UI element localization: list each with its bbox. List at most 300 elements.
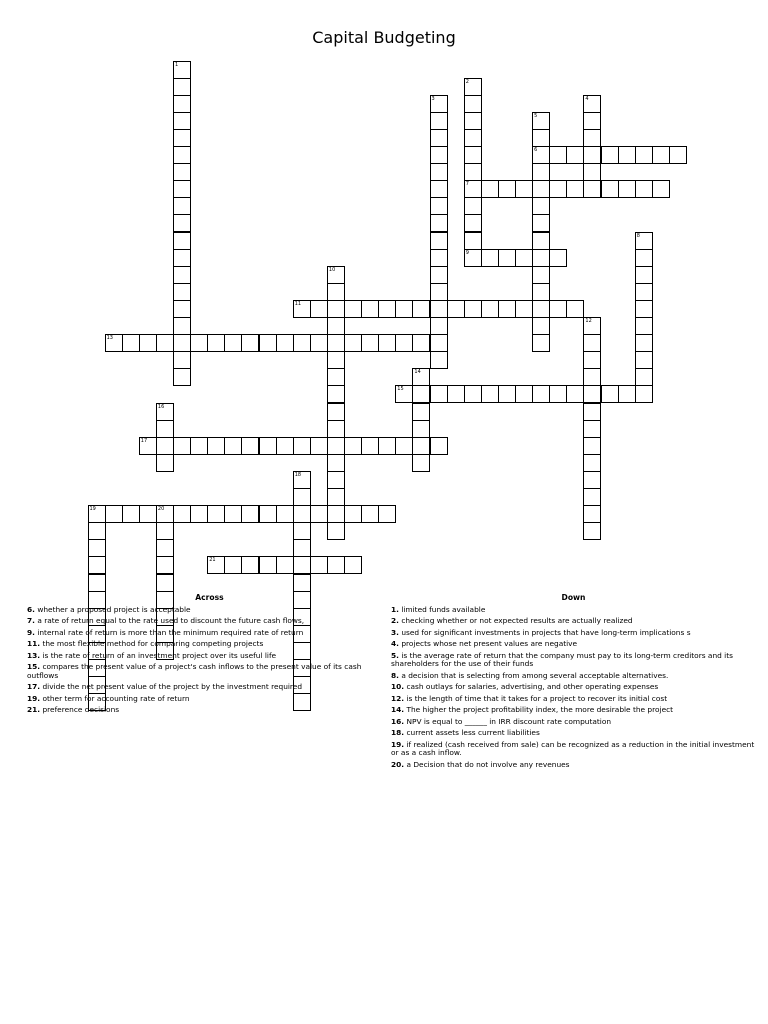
- grid-cell[interactable]: [635, 351, 653, 369]
- down-clue: [391, 683, 756, 692]
- clue-number: 5: [534, 112, 538, 119]
- grid-cell[interactable]: [88, 574, 106, 592]
- grid-cell[interactable]: [327, 368, 345, 386]
- grid-cell[interactable]: [361, 300, 379, 318]
- grid-cell[interactable]: [276, 437, 294, 455]
- grid-cell[interactable]: [412, 437, 430, 455]
- grid-cell[interactable]: [293, 334, 311, 352]
- grid-cell[interactable]: [583, 454, 601, 472]
- grid-cell[interactable]: [173, 351, 191, 369]
- grid-cell[interactable]: [601, 385, 619, 403]
- grid-cell[interactable]: [173, 112, 191, 130]
- grid-cell[interactable]: [105, 334, 123, 352]
- grid-cell[interactable]: [173, 283, 191, 301]
- grid-cell[interactable]: [532, 334, 550, 352]
- clue-text: divide the net present value of the project by the investment required: [42, 682, 303, 692]
- grid-cell[interactable]: [190, 334, 208, 352]
- grid-cell[interactable]: [241, 556, 259, 574]
- grid-cell[interactable]: [310, 334, 328, 352]
- grid-cell[interactable]: [430, 163, 448, 181]
- grid-cell[interactable]: [378, 300, 396, 318]
- grid-cell[interactable]: [276, 556, 294, 574]
- grid-cell[interactable]: [293, 488, 311, 506]
- grid-cell[interactable]: [276, 334, 294, 352]
- grid-cell[interactable]: [566, 180, 584, 198]
- grid-cell[interactable]: [190, 505, 208, 523]
- grid-cell[interactable]: [224, 505, 242, 523]
- grid-cell[interactable]: [310, 437, 328, 455]
- clue-text: NPV is equal to ______ in IRR discount rate computation: [406, 716, 612, 726]
- grid-cell[interactable]: [378, 505, 396, 523]
- grid-cell[interactable]: [412, 368, 430, 386]
- across-clue: [27, 663, 392, 680]
- clue-number-label: 13.: [27, 650, 41, 660]
- grid-cell[interactable]: [327, 266, 345, 284]
- clue-number: 12: [585, 318, 592, 324]
- grid-cell[interactable]: [173, 266, 191, 284]
- clue-text: a Decision that do not involve any revenues: [406, 759, 570, 769]
- grid-cell[interactable]: [566, 300, 584, 318]
- clue-text: a rate of return equal to the rate used to discount the future cash flows,: [37, 616, 305, 626]
- grid-cell[interactable]: [241, 334, 259, 352]
- clue-number-label: 20.: [391, 759, 405, 769]
- clue-number: 8: [636, 232, 640, 239]
- grid-cell[interactable]: [635, 146, 653, 164]
- grid-cell[interactable]: [310, 556, 328, 574]
- grid-cell[interactable]: [430, 112, 448, 130]
- grid-cell[interactable]: [156, 505, 174, 523]
- clue-text: if realized (cash received from sale) can be recognized as a reduction in the initial investment or as a cash inflow.: [391, 739, 755, 758]
- grid-cell[interactable]: [293, 471, 311, 489]
- grid-cell[interactable]: [583, 146, 601, 164]
- grid-cell[interactable]: [327, 505, 345, 523]
- grid-cell[interactable]: [412, 454, 430, 472]
- grid-cell[interactable]: [259, 505, 277, 523]
- grid-cell[interactable]: [635, 180, 653, 198]
- grid-cell[interactable]: [139, 334, 157, 352]
- grid-cell[interactable]: [464, 385, 482, 403]
- grid-cell[interactable]: [430, 146, 448, 164]
- grid-cell[interactable]: [549, 300, 567, 318]
- grid-cell[interactable]: [361, 437, 379, 455]
- grid-cell[interactable]: [481, 385, 499, 403]
- grid-cell[interactable]: [207, 334, 225, 352]
- grid-cell[interactable]: [156, 539, 174, 557]
- across-clue: [27, 695, 392, 704]
- clue-number: 6: [534, 147, 538, 153]
- grid-cell[interactable]: [583, 403, 601, 421]
- clue-number: 2: [465, 78, 469, 85]
- grid-cell[interactable]: [327, 488, 345, 506]
- grid-cell[interactable]: [515, 180, 533, 198]
- clue-number-label: 18.: [391, 728, 405, 738]
- grid-cell[interactable]: [430, 197, 448, 215]
- across-clue: [27, 617, 392, 626]
- grid-cell[interactable]: [327, 334, 345, 352]
- grid-cell[interactable]: [583, 129, 601, 147]
- grid-cell[interactable]: [173, 146, 191, 164]
- grid-cell[interactable]: [412, 385, 430, 403]
- grid-cell[interactable]: [293, 574, 311, 592]
- grid-cell[interactable]: [173, 163, 191, 181]
- grid-cell[interactable]: [583, 351, 601, 369]
- grid-cell[interactable]: [293, 539, 311, 557]
- grid-cell[interactable]: [532, 266, 550, 284]
- grid-cell[interactable]: [259, 334, 277, 352]
- grid-cell[interactable]: [156, 420, 174, 438]
- grid-cell[interactable]: [464, 112, 482, 130]
- grid-cell[interactable]: [293, 437, 311, 455]
- grid-cell[interactable]: [173, 232, 191, 250]
- grid-cell[interactable]: [412, 334, 430, 352]
- grid-cell[interactable]: [583, 420, 601, 438]
- down-clue: [391, 761, 756, 770]
- grid-cell[interactable]: [549, 385, 567, 403]
- grid-cell[interactable]: [430, 385, 448, 403]
- grid-cell[interactable]: [618, 385, 636, 403]
- down-clue: [391, 672, 756, 681]
- grid-cell[interactable]: [635, 283, 653, 301]
- grid-cell[interactable]: [430, 249, 448, 267]
- grid-cell[interactable]: [635, 249, 653, 267]
- grid-cell[interactable]: [635, 317, 653, 335]
- grid-cell[interactable]: [224, 437, 242, 455]
- clue-number: 9: [465, 249, 469, 256]
- grid-cell[interactable]: [156, 574, 174, 592]
- grid-cell[interactable]: [464, 180, 482, 198]
- grid-cell[interactable]: [173, 317, 191, 335]
- grid-cell[interactable]: [583, 488, 601, 506]
- grid-cell[interactable]: [378, 437, 396, 455]
- clue-number: 7: [465, 181, 469, 188]
- grid-cell[interactable]: [635, 266, 653, 284]
- down-clue: [391, 729, 756, 738]
- down-clues: [391, 594, 756, 772]
- grid-cell[interactable]: [532, 317, 550, 335]
- grid-cell[interactable]: [156, 454, 174, 472]
- grid-cell[interactable]: [464, 78, 482, 96]
- grid-cell[interactable]: [464, 146, 482, 164]
- grid-cell[interactable]: [361, 505, 379, 523]
- down-heading: Down: [561, 593, 586, 602]
- clue-number-label: 17.: [27, 682, 41, 692]
- grid-cell[interactable]: [378, 334, 396, 352]
- grid-cell[interactable]: [652, 146, 670, 164]
- down-clue: [391, 640, 756, 649]
- grid-cell[interactable]: [105, 505, 123, 523]
- grid-cell[interactable]: [464, 214, 482, 232]
- grid-cell[interactable]: [344, 556, 362, 574]
- grid-cell[interactable]: [327, 283, 345, 301]
- down-clue: [391, 706, 756, 715]
- grid-cell[interactable]: [173, 368, 191, 386]
- grid-cell[interactable]: [583, 112, 601, 130]
- grid-cell[interactable]: [532, 232, 550, 250]
- grid-cell[interactable]: [669, 146, 687, 164]
- clue-number-label: 15.: [27, 662, 41, 672]
- grid-cell[interactable]: [583, 317, 601, 335]
- clue-number: 4: [585, 95, 589, 102]
- down-clue: [391, 741, 756, 758]
- grid-cell[interactable]: [566, 146, 584, 164]
- grid-cell[interactable]: [224, 334, 242, 352]
- grid-cell[interactable]: [430, 232, 448, 250]
- grid-cell[interactable]: [327, 522, 345, 540]
- grid-cell[interactable]: [173, 180, 191, 198]
- grid-cell[interactable]: [259, 556, 277, 574]
- grid-cell[interactable]: [532, 163, 550, 181]
- grid-cell[interactable]: [464, 300, 482, 318]
- grid-cell[interactable]: [395, 300, 413, 318]
- clue-number: 19: [89, 506, 96, 513]
- grid-cell[interactable]: [635, 385, 653, 403]
- grid-cell[interactable]: [464, 249, 482, 267]
- grid-cell[interactable]: [310, 505, 328, 523]
- grid-cell[interactable]: [583, 471, 601, 489]
- grid-cell[interactable]: [430, 334, 448, 352]
- grid-cell[interactable]: [498, 300, 516, 318]
- grid-cell[interactable]: [395, 385, 413, 403]
- grid-cell[interactable]: [156, 403, 174, 421]
- grid-cell[interactable]: [618, 180, 636, 198]
- grid-cell[interactable]: [327, 556, 345, 574]
- grid-cell[interactable]: [532, 197, 550, 215]
- grid-cell[interactable]: [430, 283, 448, 301]
- grid-cell[interactable]: [481, 249, 499, 267]
- grid-cell[interactable]: [532, 283, 550, 301]
- grid-cell[interactable]: [327, 300, 345, 318]
- grid-cell[interactable]: [361, 334, 379, 352]
- grid-cell[interactable]: [430, 317, 448, 335]
- grid-cell[interactable]: [173, 249, 191, 267]
- grid-cell[interactable]: [327, 471, 345, 489]
- clue-number-label: 11.: [27, 639, 41, 649]
- grid-cell[interactable]: [583, 437, 601, 455]
- clue-text: is the length of time that it takes for a project to recover its initial cost: [406, 693, 668, 703]
- grid-cell[interactable]: [601, 146, 619, 164]
- across-clue: [27, 629, 392, 638]
- grid-cell[interactable]: [583, 385, 601, 403]
- clue-text: cash outlays for salaries, advertising, and other operating expenses: [406, 682, 659, 692]
- grid-cell[interactable]: [122, 505, 140, 523]
- grid-cell[interactable]: [430, 214, 448, 232]
- grid-cell[interactable]: [635, 300, 653, 318]
- grid-cell[interactable]: [532, 214, 550, 232]
- grid-cell[interactable]: [447, 300, 465, 318]
- grid-cell[interactable]: [241, 505, 259, 523]
- grid-cell[interactable]: [88, 505, 106, 523]
- across-clue: [27, 706, 392, 715]
- grid-cell[interactable]: [412, 300, 430, 318]
- clue-text: the most flexible method for comparing competing projects: [42, 639, 264, 649]
- grid-cell[interactable]: [566, 385, 584, 403]
- clue-number-label: 10.: [391, 682, 405, 692]
- grid-cell[interactable]: [430, 351, 448, 369]
- clue-number: 13: [106, 335, 113, 342]
- grid-cell[interactable]: [156, 556, 174, 574]
- grid-cell[interactable]: [173, 214, 191, 232]
- grid-cell[interactable]: [447, 385, 465, 403]
- clue-number-label: 19.: [391, 739, 405, 749]
- clue-number: 3: [431, 95, 435, 102]
- grid-cell[interactable]: [327, 437, 345, 455]
- grid-cell[interactable]: [173, 197, 191, 215]
- grid-cell[interactable]: [327, 403, 345, 421]
- grid-cell[interactable]: [430, 437, 448, 455]
- grid-cell[interactable]: [344, 300, 362, 318]
- clue-number: 18: [294, 471, 302, 478]
- grid-cell[interactable]: [583, 180, 601, 198]
- grid-cell[interactable]: [327, 454, 345, 472]
- grid-cell[interactable]: [498, 385, 516, 403]
- grid-cell[interactable]: [156, 334, 174, 352]
- grid-cell[interactable]: [532, 385, 550, 403]
- grid-cell[interactable]: [635, 334, 653, 352]
- grid-cell[interactable]: [635, 232, 653, 250]
- grid-cell[interactable]: [327, 420, 345, 438]
- grid-cell[interactable]: [583, 334, 601, 352]
- grid-cell[interactable]: [122, 334, 140, 352]
- down-clue: [391, 652, 756, 669]
- clue-text: compares the present value of a project's cash inflows to the present value of its cash outflows: [27, 662, 362, 680]
- grid-cell[interactable]: [276, 505, 294, 523]
- clue-number: 20: [157, 506, 165, 513]
- grid-cell[interactable]: [532, 129, 550, 147]
- grid-cell[interactable]: [412, 403, 430, 421]
- clue-text: projects whose net present values are negative: [401, 639, 578, 649]
- grid-cell[interactable]: [652, 180, 670, 198]
- grid-cell[interactable]: [173, 61, 191, 79]
- grid-cell[interactable]: [327, 385, 345, 403]
- grid-cell[interactable]: [139, 437, 157, 455]
- grid-cell[interactable]: [583, 95, 601, 113]
- grid-cell[interactable]: [139, 505, 157, 523]
- grid-cell[interactable]: [327, 351, 345, 369]
- clue-number-label: 6.: [27, 604, 35, 614]
- grid-cell[interactable]: [515, 300, 533, 318]
- grid-cell[interactable]: [259, 437, 277, 455]
- grid-cell[interactable]: [173, 95, 191, 113]
- grid-cell[interactable]: [344, 334, 362, 352]
- grid-cell[interactable]: [293, 522, 311, 540]
- grid-cell[interactable]: [532, 300, 550, 318]
- down-clue: [391, 629, 756, 638]
- clue-text: is the average rate of return that the company must pay to its long-term creditors and its shareholders for the use of their funds: [391, 650, 733, 669]
- across-clue: [27, 683, 392, 692]
- grid-cell[interactable]: [549, 146, 567, 164]
- clue-text: internal rate of return is more than the minimum required rate of return: [37, 627, 304, 637]
- grid-cell[interactable]: [464, 95, 482, 113]
- clue-text: checking whether or not expected results are actually realized: [401, 616, 633, 626]
- grid-cell[interactable]: [601, 180, 619, 198]
- grid-cell[interactable]: [481, 180, 499, 198]
- clue-number-label: 16.: [391, 716, 405, 726]
- grid-cell[interactable]: [207, 505, 225, 523]
- grid-cell[interactable]: [430, 300, 448, 318]
- grid-cell[interactable]: [498, 180, 516, 198]
- grid-cell[interactable]: [344, 437, 362, 455]
- grid-cell[interactable]: [207, 437, 225, 455]
- grid-cell[interactable]: [430, 266, 448, 284]
- grid-cell[interactable]: [241, 437, 259, 455]
- clue-number-label: 3.: [391, 627, 399, 637]
- grid-cell[interactable]: [293, 505, 311, 523]
- grid-cell[interactable]: [430, 129, 448, 147]
- down-clue: [391, 718, 756, 727]
- grid-cell[interactable]: [327, 317, 345, 335]
- clue-number-label: 8.: [391, 670, 399, 680]
- down-clue: [391, 606, 756, 615]
- grid-cell[interactable]: [583, 163, 601, 181]
- grid-cell[interactable]: [207, 556, 225, 574]
- grid-cell[interactable]: [549, 249, 567, 267]
- grid-cell[interactable]: [173, 505, 191, 523]
- grid-cell[interactable]: [430, 180, 448, 198]
- grid-cell[interactable]: [532, 112, 550, 130]
- clue-number-label: 4.: [391, 639, 399, 649]
- grid-cell[interactable]: [583, 368, 601, 386]
- grid-cell[interactable]: [173, 300, 191, 318]
- grid-cell[interactable]: [310, 300, 328, 318]
- clue-text: whether a proposed project is acceptable: [37, 604, 191, 614]
- grid-cell[interactable]: [635, 368, 653, 386]
- grid-cell[interactable]: [464, 232, 482, 250]
- across-clue: [27, 652, 392, 661]
- grid-cell[interactable]: [464, 197, 482, 215]
- grid-cell[interactable]: [190, 437, 208, 455]
- grid-cell[interactable]: [173, 78, 191, 96]
- grid-cell[interactable]: [173, 129, 191, 147]
- grid-cell[interactable]: [532, 249, 550, 267]
- grid-cell[interactable]: [88, 539, 106, 557]
- grid-cell[interactable]: [481, 300, 499, 318]
- grid-cell[interactable]: [156, 522, 174, 540]
- clue-number-label: 7.: [27, 616, 35, 626]
- clue-number-label: 21.: [27, 705, 41, 715]
- grid-cell[interactable]: [464, 129, 482, 147]
- grid-cell[interactable]: [583, 522, 601, 540]
- grid-cell[interactable]: [88, 556, 106, 574]
- grid-cell[interactable]: [532, 146, 550, 164]
- clue-number-label: 12.: [391, 693, 405, 703]
- grid-cell[interactable]: [173, 334, 191, 352]
- grid-cell[interactable]: [464, 163, 482, 181]
- clue-text: current assets less current liabilities: [406, 728, 540, 738]
- grid-cell[interactable]: [173, 437, 191, 455]
- grid-cell[interactable]: [293, 556, 311, 574]
- grid-cell[interactable]: [515, 249, 533, 267]
- clue-number: 10: [328, 266, 336, 273]
- clue-number-label: 5.: [391, 650, 399, 660]
- grid-cell[interactable]: [344, 505, 362, 523]
- grid-cell[interactable]: [498, 249, 516, 267]
- grid-cell[interactable]: [618, 146, 636, 164]
- grid-cell[interactable]: [412, 420, 430, 438]
- grid-cell[interactable]: [532, 180, 550, 198]
- grid-cell[interactable]: [88, 522, 106, 540]
- clue-number-label: 9.: [27, 627, 35, 637]
- grid-cell[interactable]: [430, 95, 448, 113]
- grid-cell[interactable]: [395, 437, 413, 455]
- grid-cell[interactable]: [549, 180, 567, 198]
- grid-cell[interactable]: [293, 300, 311, 318]
- grid-cell[interactable]: [224, 556, 242, 574]
- grid-cell[interactable]: [583, 505, 601, 523]
- grid-cell[interactable]: [156, 437, 174, 455]
- grid-cell[interactable]: [395, 334, 413, 352]
- grid-cell[interactable]: [515, 385, 533, 403]
- clue-number-label: 19.: [27, 693, 41, 703]
